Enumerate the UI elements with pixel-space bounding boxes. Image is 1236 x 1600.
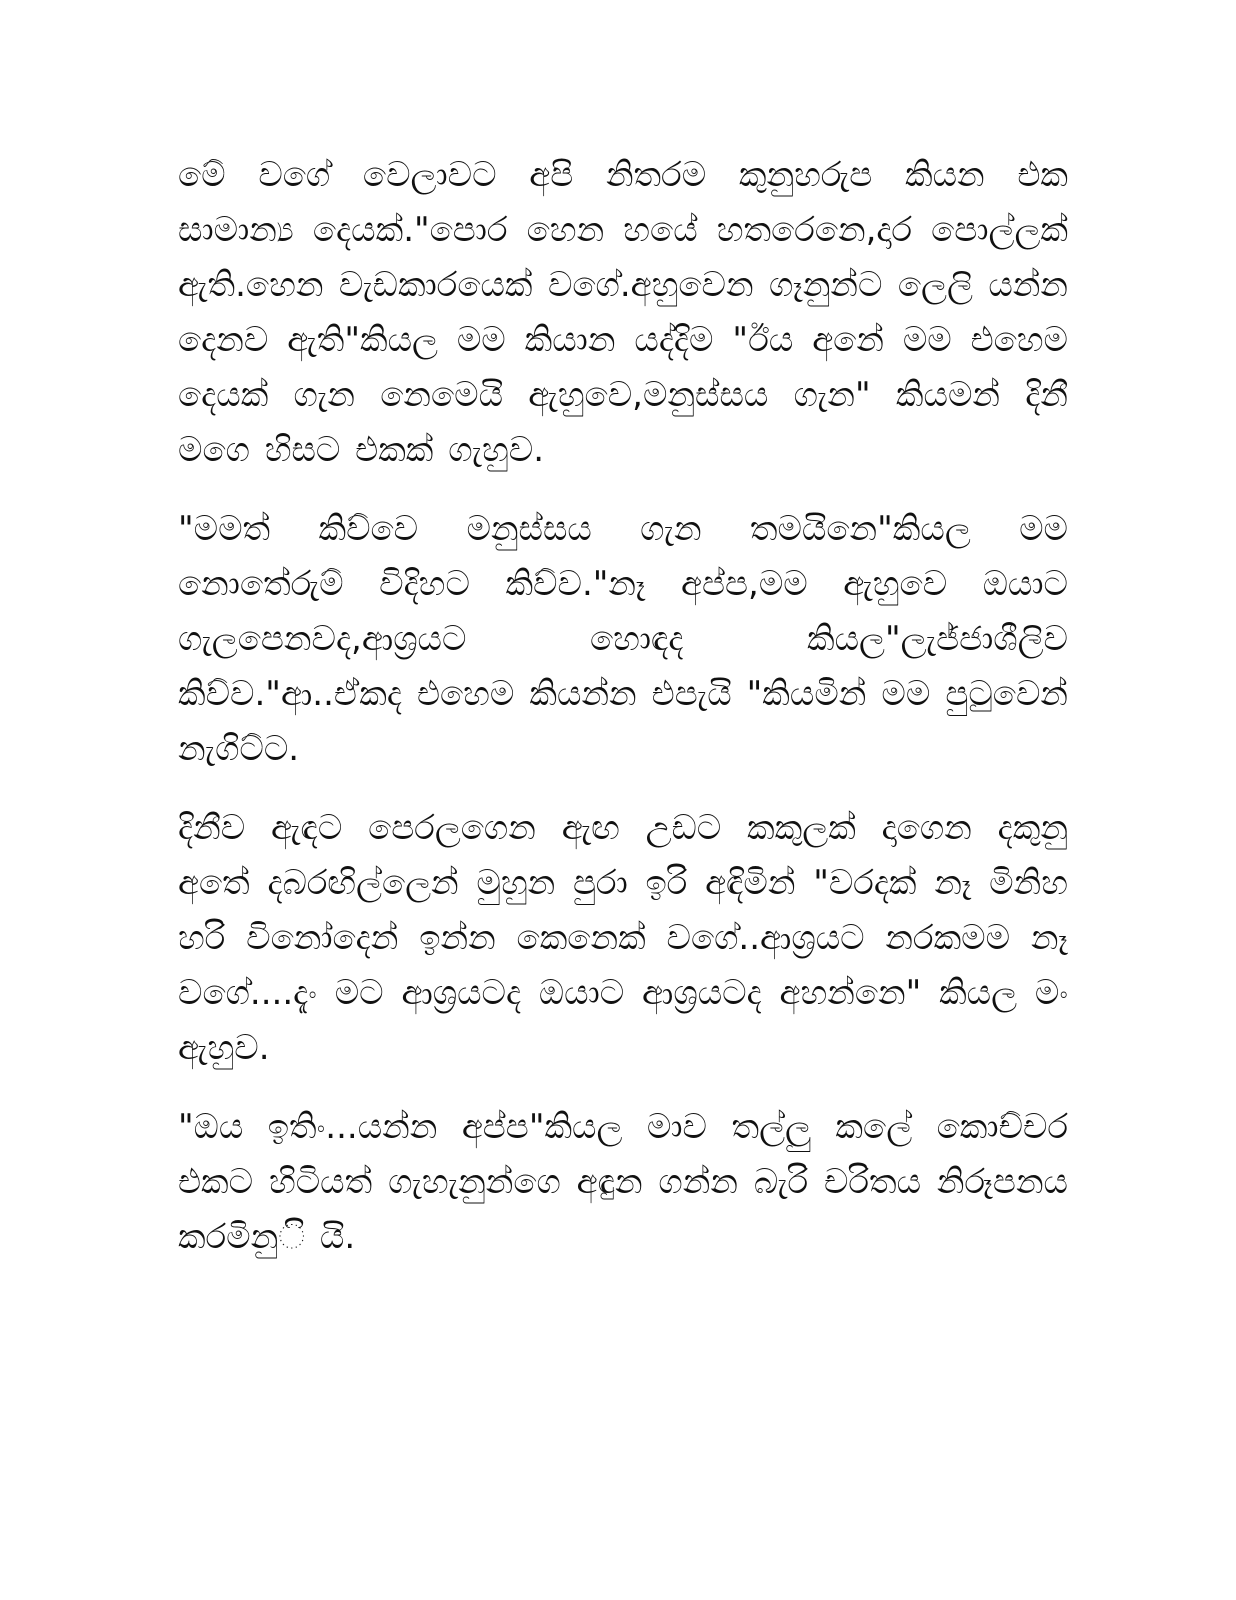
paragraph-3: දිනීව ඇඳට පෙරලගෙන ඇඟ උඩට කකුලක් දාගෙන දකුනු අතේ දබරඟිල්ලෙන් මුහුන පුරා ඉරි අඳිමින් "වරදක් නෑ මිනිහ හරි විනෝදෙන් ඉන්න කෙනෙක් වගේ..ආශ්‍රයට නරකමම නෑ වගේ....දැං මට ආශ්‍රයටද ඔයාට ආශ්‍රයටද අහන්නෙ" කියල මං ඇහුව. xyxy=(178,808,1068,1068)
paragraph-4: "ඔය ඉතිං...යන්න අප්ප"කියල මාව තල්ලු කලේ කොච්චර එකට හිටියත් ගැහැනුන්ගෙ අඳුන ගන්න බැරි චරිතය නිරූපනය කරමිනුි යි. xyxy=(178,1107,1068,1257)
paragraph-2: "මමත් කිව්වෙ මනුස්සය ගැන තමයිනෙ"කියල මම නොතේරුම් විදිහට කිව්ව."නෑ අප්ප,මම ඇහුවෙ ඔයාට ගැලපෙනවද,ආශ්‍රයට හොඳද කියල"ලැජ්ජාශීලිව කිව්ව."ආ..ඒකද එහෙම කියන්න එපැයි "කියමින් මම පුටුවෙන් නැගිට්ට. xyxy=(178,509,1068,769)
body-text xyxy=(178,148,1068,1289)
paragraph-1: මේ වගේ වෙලාවට අපි නිතරම කුනුහරුප කියන එක සාමාන්‍ය දෙයක්."පොර හෙන හයේ හතරෙනෙ,දාර පොල්ලක් ඇති.හෙන වැඩකාරයෙක් වගේ.අහුවෙන ගෑනුන්ට ලෙලි යන්න දෙනව ඇති"කියල මම කියාන යද්දිම "ඊය අනේ මම එහෙම දෙයක් ගැන නෙමෙයි ඇහුවෙ,මනුස්සය ගැන" කියමන් දිනී මගෙ හිසට එකක් ගැහුව. xyxy=(178,155,1068,470)
